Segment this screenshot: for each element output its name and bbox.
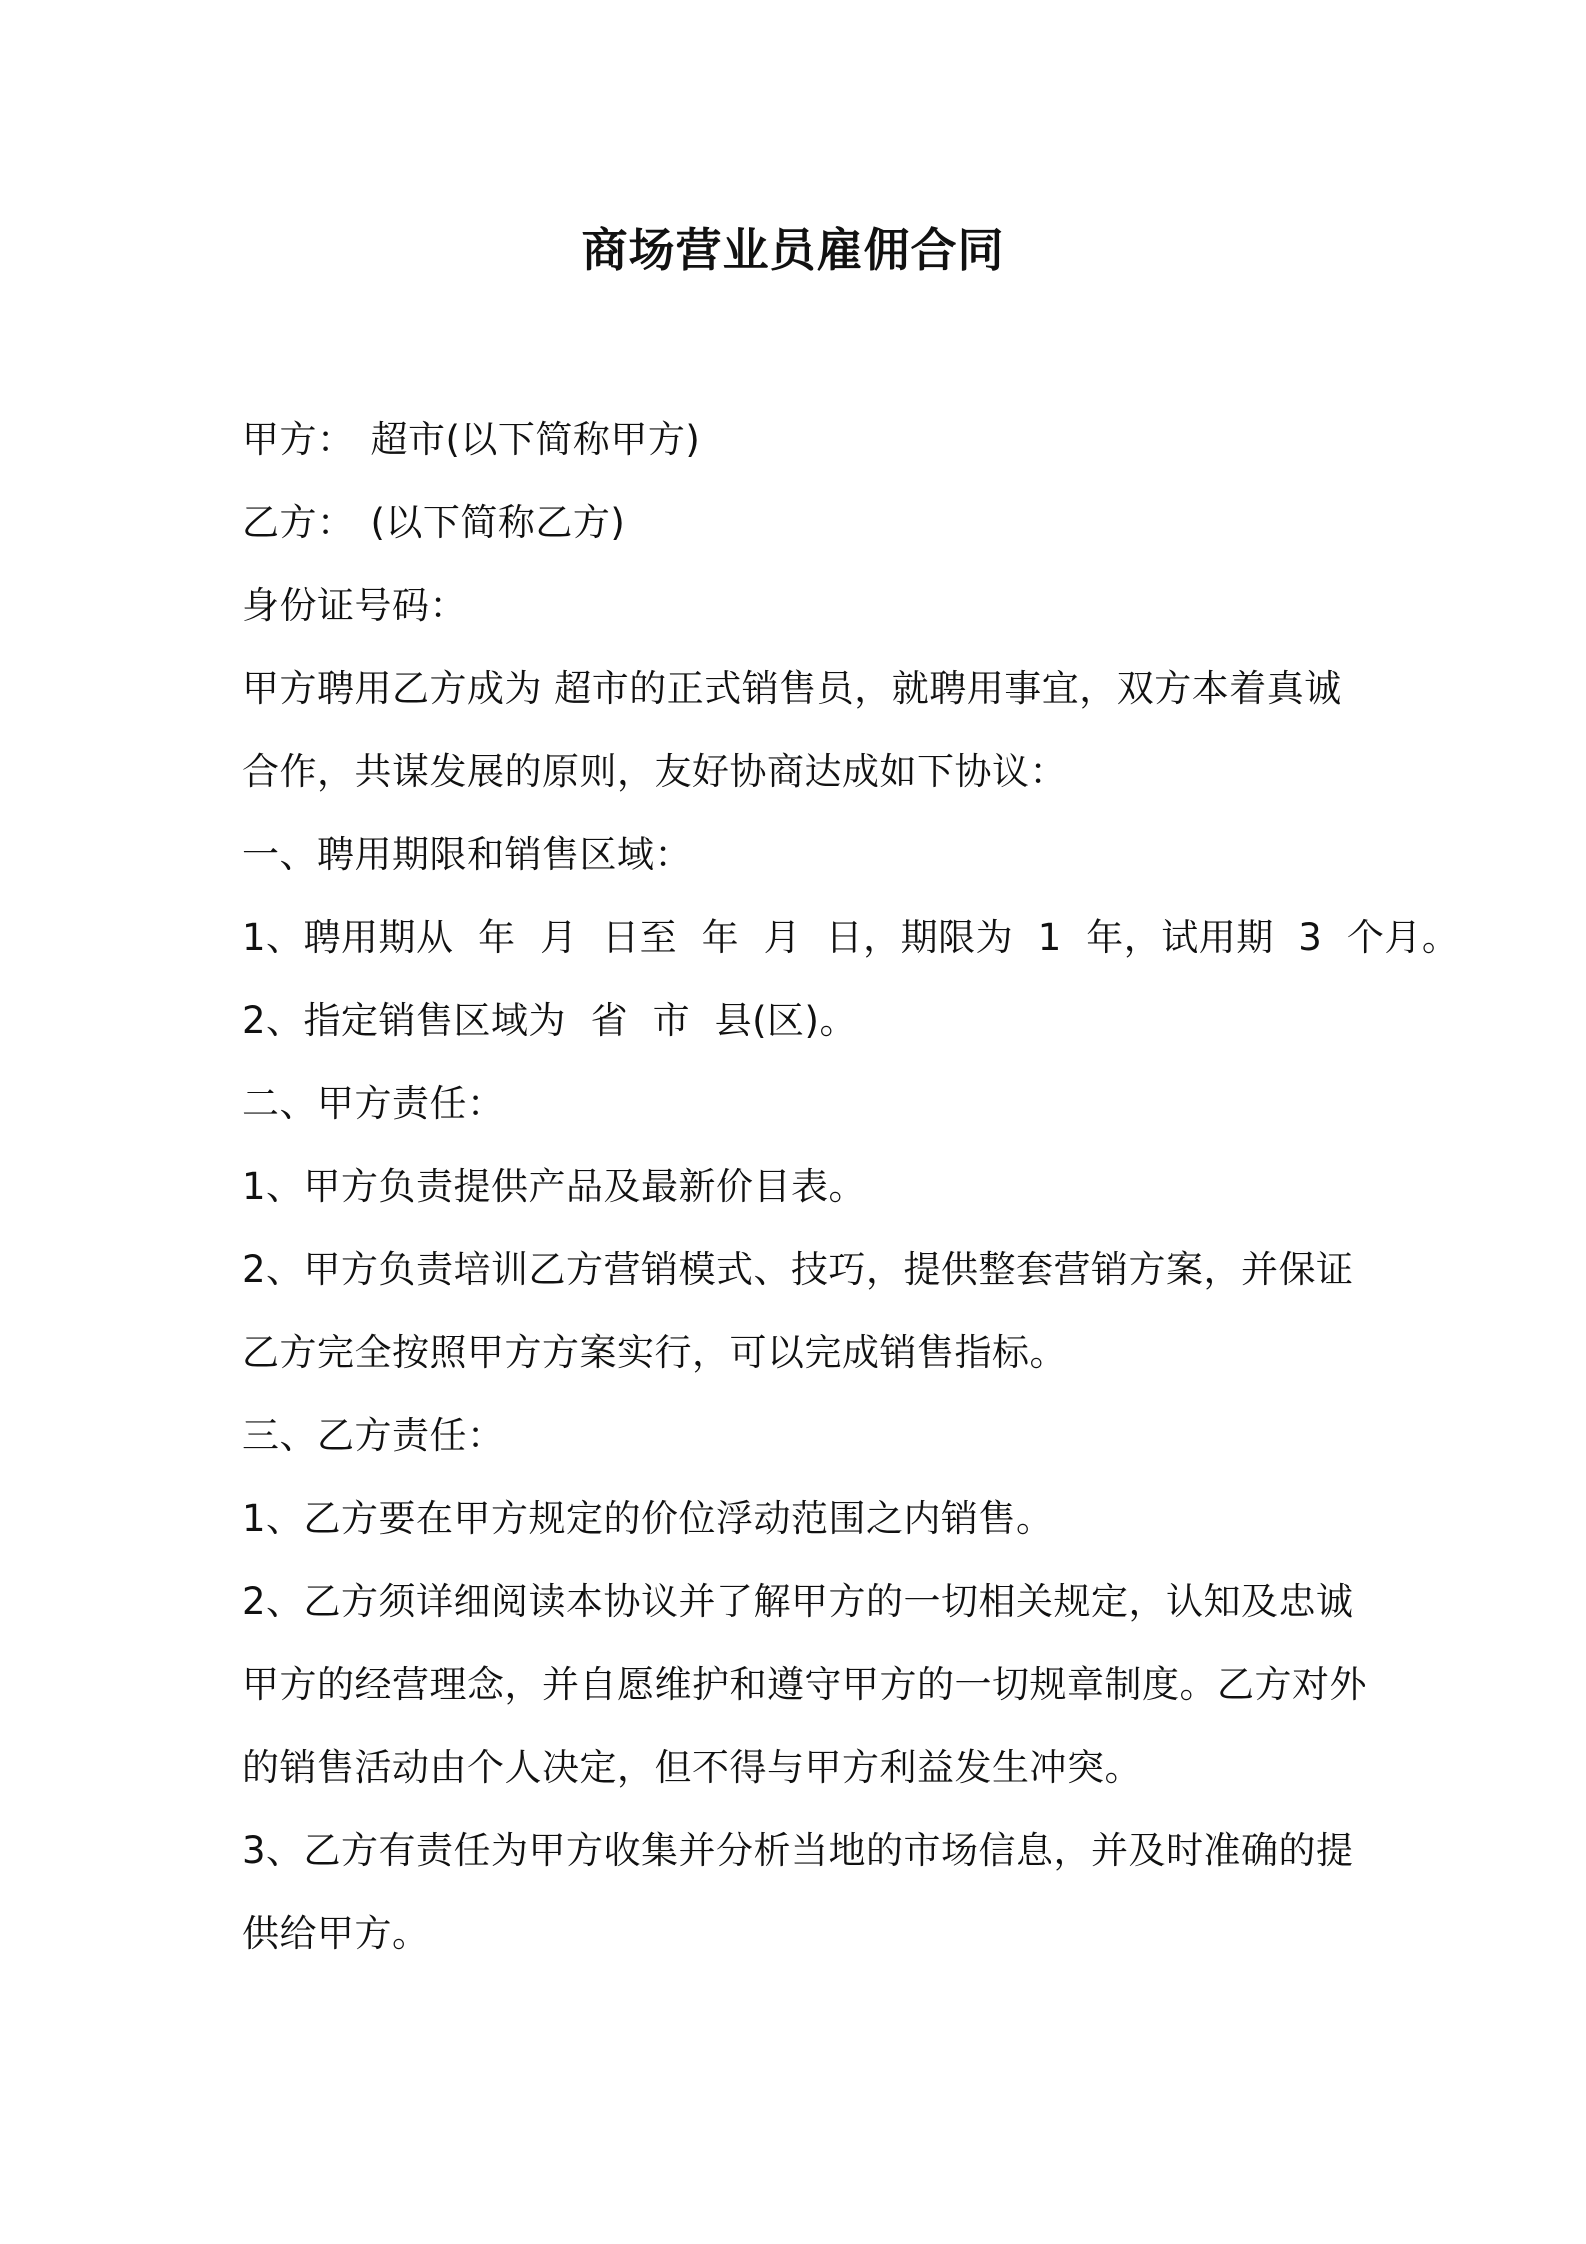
section-line: 1、乙方要在甲方规定的价位浮动范围之内销售。 [242,1497,1054,1540]
party-a-label: 甲方： [242,418,355,461]
id-number-label: 身份证号码： [242,584,467,627]
section-line: 甲方的经营理念，并自愿维护和遵守甲方的一切规章制度。乙方对外 [242,1663,1367,1706]
party-b-label: 乙方： [242,501,355,544]
section-heading: 一、聘用期限和销售区域： [242,833,692,876]
party-a-line [242,398,1362,481]
section-heading: 三、乙方责任： [242,1414,505,1457]
section-heading: 二、甲方责任： [242,1082,505,1125]
party-a-value: 超市(以下简称甲方) [370,418,701,461]
section-line: 的销售活动由个人决定，但不得与甲方利益发生冲突。 [242,1746,1142,1789]
document-title: 商场营业员雇佣合同 [581,223,1005,277]
section-line: 1、聘用期从 年 月 日至 年 月 日，期限为 1 年，试用期 3 个月。 [242,916,1460,959]
intro-line: 合作，共谋发展的原则，友好协商达成如下协议： [242,750,1067,793]
section-line: 2、甲方负责培训乙方营销模式、技巧，提供整套营销方案，并保证 [242,1248,1354,1291]
section-line: 乙方完全按照甲方方案实行，可以完成销售指标。 [242,1331,1067,1374]
document-body [242,398,1460,1975]
section-line: 2、乙方须详细阅读本协议并了解甲方的一切相关规定，认知及忠诚 [242,1580,1354,1623]
section-line: 3、乙方有责任为甲方收集并分析当地的市场信息，并及时准确的提 [242,1829,1354,1872]
intro-line: 甲方聘用乙方成为 超市的正式销售员，就聘用事宜，双方本着真诚 [242,667,1342,710]
section-line: 供给甲方。 [242,1912,430,1955]
party-b-line [242,481,1362,564]
section-line: 1、甲方负责提供产品及最新价目表。 [242,1165,867,1208]
section-line: 2、指定销售区域为 省 市 县(区)。 [242,999,857,1042]
party-b-value: (以下简称乙方) [370,501,626,544]
